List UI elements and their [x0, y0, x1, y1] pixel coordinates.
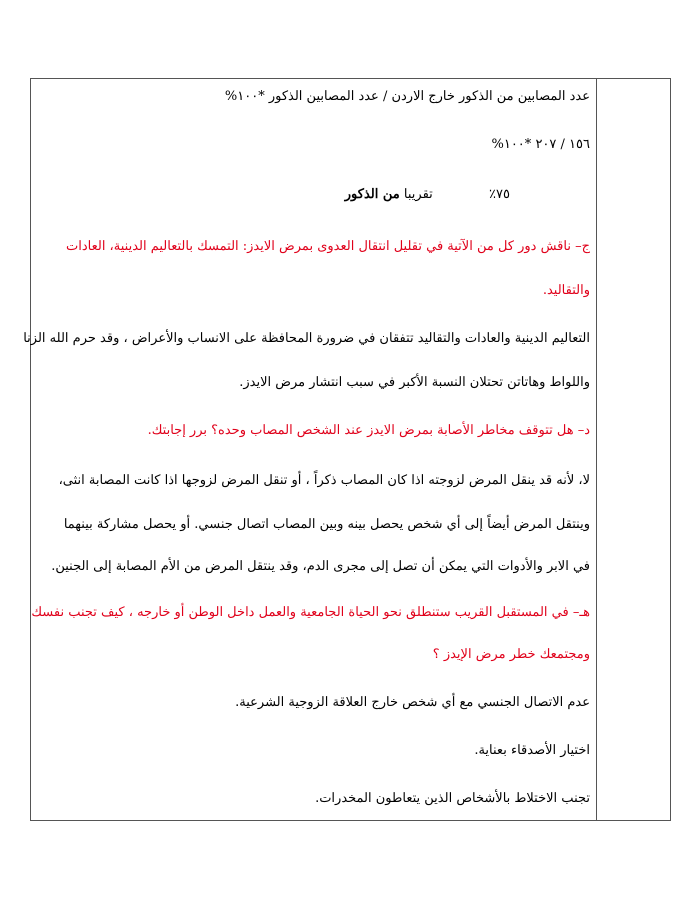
question-j-line-2: والتقاليد. [542, 283, 590, 298]
question-d: د– هل تتوقف مخاطر الأصابة بمرض الايدز عند الشخص المصاب وحده؟ برر إجابتك. [147, 423, 590, 438]
answer-d-line-2: وينتقل المرض أيضاً إلى أي شخص يحصل بينه وبين المصاب اتصال جنسي. أو يحصل مشاركة بينهما [63, 517, 590, 532]
answer-h-item-1: عدم الاتصال الجنسي مع أي شخص خارج العلاقة الزوجية الشرعية. [235, 695, 590, 710]
calculation-text: ١٥٦ / ٢٠٧ *١٠٠% [491, 137, 590, 152]
formula-line: عدد المصابين من الذكور خارج الاردن / عدد المصابين الذكور *١٠٠% [224, 89, 590, 104]
table-column-divider [596, 78, 597, 821]
answer-d-line-3: في الابر والأدوات التي يمكن أن تصل إلى مجرى الدم، وقد ينتقل المرض من الأم المصابة إلى الجنين. [51, 559, 590, 574]
calculation-line [34, 136, 590, 154]
question-h-line-1: هـ– في المستقبل القريب ستنطلق نحو الحياة الجامعية والعمل داخل الوطن أو خارجه ، كيف تجنب نفسك [31, 605, 590, 620]
question-h-line-2: ومجتمعك خطر مرض الإيدز ؟ [432, 647, 590, 662]
result-value: ٧٥٪ [489, 187, 510, 202]
answer-j-line-2: واللواط وهاتاتن تحتلان النسبة الأكبر في سبب انتشار مرض الايدز. [239, 375, 590, 390]
answer-h-item-2: اختيار الأصدقاء بعناية. [474, 743, 590, 758]
answer-d-line-1: لا، لأنه قد ينقل المرض لزوجته اذا كان المصاب ذكراً ، أو تنقل المرض لزوجها اذا كانت المصابة انثى، [58, 473, 590, 488]
answer-h-item-3: تجنب الاختلاط بالأشخاص الذين يتعاطون المخدرات. [315, 791, 590, 806]
result-line [34, 186, 590, 204]
answer-j-line-1: التعاليم الدينية والعادات والتقاليد تتفقان في ضرورة المحافظة على الانساب والأعراض ، وقد حرم الله الزنا [23, 331, 590, 346]
result-label: من الذكور [344, 187, 400, 202]
answer-cell [23, 78, 590, 821]
result-suffix: تقريبا [403, 187, 433, 202]
question-j-line-1: ج– ناقش دور كل من الآتية في تقليل انتقال العدوى بمرض الايدز: التمسك بالتعاليم الدينية، العادات [65, 239, 590, 254]
